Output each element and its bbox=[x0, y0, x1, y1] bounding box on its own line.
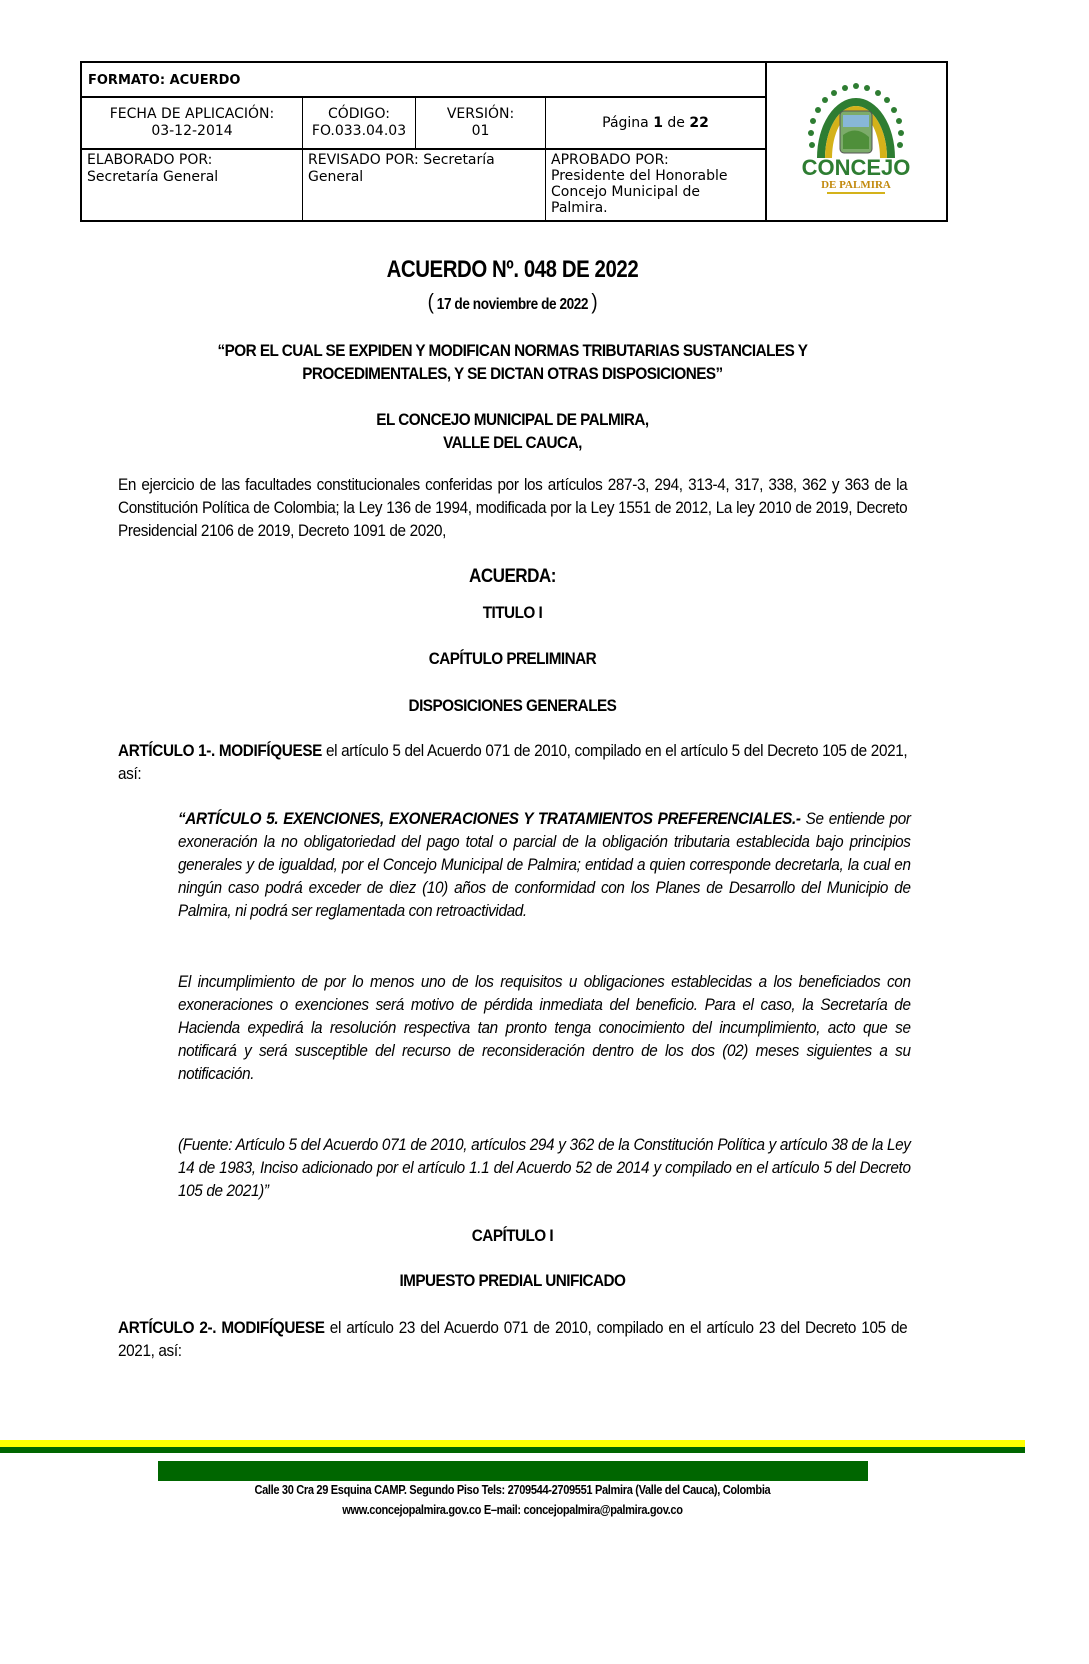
revisado-cell bbox=[303, 150, 546, 220]
titulo-heading: TITULO I bbox=[482, 603, 543, 622]
format-label: FORMATO: ACUERDO bbox=[88, 73, 241, 88]
document-date: ( 17 de noviembre de 2022 ) bbox=[427, 289, 598, 314]
impuesto-heading: IMPUESTO PREDIAL UNIFICADO bbox=[399, 1271, 626, 1290]
aprobado-value: Presidente del Honorable Concejo Municipal de Palmira. bbox=[551, 168, 728, 216]
page-of: de bbox=[667, 115, 685, 131]
aprobado-label: APROBADO POR: bbox=[551, 152, 669, 168]
logo-main-text: CONCEJO bbox=[801, 155, 911, 180]
footer-yellow-stripe bbox=[0, 1440, 1025, 1447]
subject-line-1: “POR EL CUAL SE EXPIDEN Y MODIFICAN NORMAS TRIBUTARIAS SUSTANCIALES Y bbox=[217, 341, 808, 360]
logo-sky-icon bbox=[843, 115, 869, 127]
format-cell bbox=[82, 63, 767, 98]
concejo-palmira-logo-icon bbox=[767, 63, 946, 220]
page-current: 1 bbox=[653, 115, 663, 131]
footer-web-email: www.concejopalmira.gov.co E–mail: concejopalmira@palmira.gov.co bbox=[342, 1502, 683, 1517]
subject-line-2: PROCEDIMENTALES, Y SE DICTAN OTRAS DISPOSICIONES” bbox=[302, 364, 723, 383]
version-label: VERSIÓN: bbox=[446, 106, 515, 122]
page-cell bbox=[546, 98, 767, 150]
version-cell bbox=[416, 98, 546, 150]
article-5-paragraph-2: El incumplimiento de por lo menos uno de los requisitos u obligaciones establecidas a los beneficiados con exoneraciones o exenciones será motivo de pérdida inmediata del beneficio. Para el caso, la Secretaría de Hacienda expedirá la resolución respectiva tan pronto tenga conocimiento del incumplimiento, acto que se notificará y será susceptible del recurso de reconsideración dentro de los dos (02) meses siguientes a su notificación. bbox=[178, 972, 911, 1083]
logo-sub-text: DE PALMIRA bbox=[821, 179, 891, 191]
article-2-text: el artículo 23 del Acuerdo 071 de 2010, compilado en el artículo 23 del Decreto 105 de 2021, así: bbox=[118, 1318, 908, 1360]
capitulo-1-heading: CAPÍTULO I bbox=[471, 1226, 554, 1245]
codigo-value: FO.033.04.03 bbox=[311, 123, 407, 139]
revisado-value: Secretaría General bbox=[308, 152, 495, 185]
page-total: 22 bbox=[689, 115, 709, 131]
elaborado-label: ELABORADO POR: bbox=[87, 152, 213, 168]
footer-green-stripe bbox=[0, 1447, 1025, 1453]
revisado-label: REVISADO POR: bbox=[308, 152, 419, 168]
codigo-label: CÓDIGO: bbox=[327, 106, 391, 122]
aprobado-cell bbox=[546, 150, 767, 220]
article-5-heading: “ARTÍCULO 5. EXENCIONES, EXONERACIONES Y TRATAMIENTOS PREFERENCIALES.- bbox=[178, 809, 801, 828]
logo-cell bbox=[767, 63, 946, 220]
disposiciones-heading: DISPOSICIONES GENERALES bbox=[408, 696, 617, 715]
elaborado-value: Secretaría General bbox=[87, 169, 219, 185]
article-1 bbox=[118, 739, 907, 785]
footer-green-bar bbox=[158, 1461, 868, 1481]
elaborado-cell bbox=[82, 150, 303, 220]
logo-underline bbox=[827, 192, 885, 194]
article-5-quote bbox=[178, 807, 911, 922]
issuer-line-2: VALLE DEL CAUCA, bbox=[443, 433, 582, 452]
article-2 bbox=[118, 1316, 907, 1362]
capitulo-preliminar-heading: CAPÍTULO PRELIMINAR bbox=[428, 649, 597, 668]
fecha-cell bbox=[82, 98, 303, 150]
preamble-paragraph: En ejercicio de las facultades constitucionales conferidas por los artículos 287-3, 294, 313-4, 317, 338, 362 y 363 de la Constitución Política de Colombia; la Ley 136 de 1994, modificada por la Ley 1551 de 2012, La ley 2010 de 2019, Decreto Presidencial 2106 de 2019, Decreto 1091 de 2020, bbox=[118, 475, 908, 540]
footer-address: Calle 30 Cra 29 Esquina CAMP. Segundo Piso Tels: 2709544-2709551 Palmira (Valle del Cauca), Colombia bbox=[254, 1482, 771, 1497]
codigo-cell bbox=[303, 98, 416, 150]
article-5-source: (Fuente: Artículo 5 del Acuerdo 071 de 2010, artículos 294 y 362 de la Constitución Política y artículo 38 de la Ley 14 de 1983, Inciso adicionado por el artículo 1.1 del Acuerdo 52 de 2014 y compilado en el artículo 5 del Decreto 105 de 2021)” bbox=[178, 1135, 911, 1200]
page-title: ACUERDO Nº. 048 DE 2022 bbox=[386, 256, 639, 283]
article-1-text: el artículo 5 del Acuerdo 071 de 2010, compilado en el artículo 5 del Decreto 105 de 2021, así: bbox=[118, 741, 908, 783]
article-1-lead: ARTÍCULO 1-. MODIFÍQUESE bbox=[118, 741, 323, 760]
article-2-lead: ARTÍCULO 2-. MODIFÍQUESE bbox=[118, 1318, 325, 1337]
article-5-text: Se entiende por exoneración la no obligatoriedad del pago total o parcial de la obligación tributaria establecida bajo principios generales y de igualdad, por el Concejo Municipal de Palmira; entidad a quien corresponde decretarla, la cual en ningún caso podrá exceder de diez (10) años de conformidad con los Planes de Desarrollo del Municipio de Palmira, ni podrá ser reglamentada con retroactividad. bbox=[178, 809, 911, 920]
issuer-line-1: EL CONCEJO MUNICIPAL DE PALMIRA, bbox=[376, 410, 649, 429]
page-prefix: Página bbox=[602, 115, 649, 131]
fecha-label: FECHA DE APLICACIÓN: bbox=[109, 106, 275, 122]
document-date-text: 17 de noviembre de 2022 bbox=[436, 296, 589, 313]
version-value: 01 bbox=[471, 123, 490, 139]
fecha-value: 03-12-2014 bbox=[151, 123, 233, 139]
acuerda-heading: ACUERDA: bbox=[469, 566, 556, 587]
document-header-table bbox=[80, 61, 948, 222]
